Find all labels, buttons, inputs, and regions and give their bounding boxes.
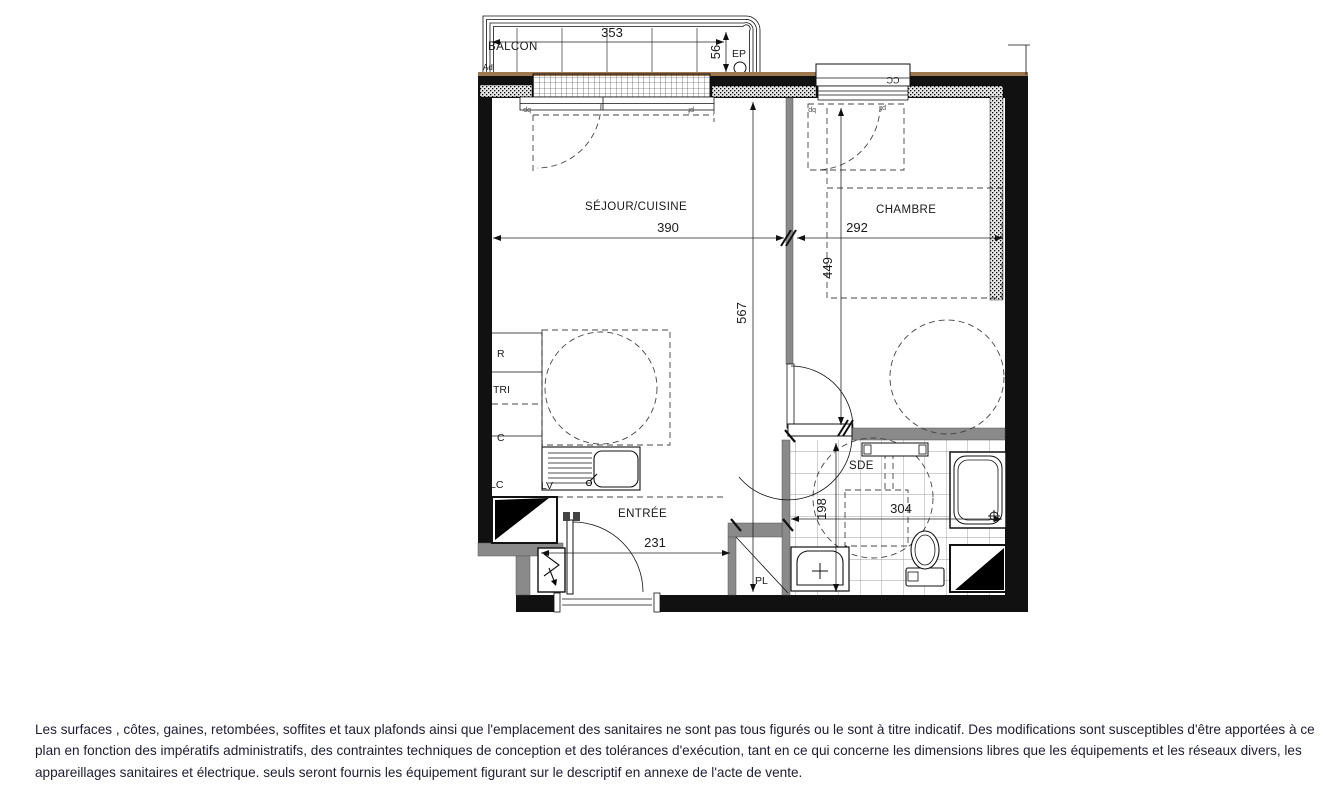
dishwasher-label: LV — [541, 480, 554, 492]
chambre-door — [787, 364, 853, 428]
rainwater-pipe-label: EP — [732, 48, 747, 60]
entrance-door — [554, 512, 660, 612]
sde-radiator — [862, 443, 928, 456]
balcony-note: Ad — [483, 63, 493, 72]
tri-label: TRI — [493, 384, 510, 396]
insulation-hatch — [990, 97, 1003, 300]
window-tag: CC — [886, 75, 900, 85]
sejour-width-dim: 390 — [657, 220, 679, 235]
balcony-depth-dim: 56 — [708, 44, 723, 60]
chambre-height-dim: 449 — [820, 257, 835, 279]
entry-shaft — [492, 497, 557, 543]
balcony — [483, 16, 760, 75]
sde-shaft — [950, 545, 1006, 592]
fridge-label: R — [497, 348, 505, 360]
entree-label: ENTRÉE — [618, 508, 668, 520]
balcony-width-dim: 353 — [601, 25, 623, 40]
insulation-hatch — [908, 86, 1003, 97]
sde-label: SDE — [849, 460, 874, 472]
lc-label: LC — [490, 479, 504, 491]
insulation-hatch — [480, 85, 532, 97]
chambre-label: CHAMBRE — [876, 204, 937, 216]
window-tag: bp — [523, 106, 531, 113]
sink-bowl — [594, 451, 638, 487]
placard-label: PL — [755, 575, 768, 587]
chambre-window — [816, 64, 910, 100]
insulation-hatch — [712, 86, 816, 97]
sejour-label: SÉJOUR/CUISINE — [585, 201, 688, 213]
kitchen-counter — [490, 333, 640, 492]
sde-width-dim: 304 — [890, 501, 912, 516]
plan-disclaimer: Les surfaces , côtes, gaines, retombées, soffites et taux plafonds ainsi que l'emplacement des sanitaires ne sont pas tous figurés ou le sont à titre indicatif. Des modifications sont susceptibles d'être apportées à ce plan en fonction des impératifs administratifs, des contraintes techniques de conception et des tolérances d'exécution, tant en ce qui concerne les dimensions libres que les équipements et les réseaux divers, les appareillages sanitaires et électrique. seuls seront fournis les équipement figurant sur le descriptif en annexe de l'acte de vente. — [35, 722, 1315, 780]
balcony-label: BALCON — [488, 41, 538, 53]
window-tag: pf — [688, 106, 694, 113]
cooktop-label: C — [497, 432, 505, 444]
washbasin — [791, 547, 849, 591]
window-tag: bp — [808, 106, 816, 113]
entree-width-dim: 231 — [644, 535, 666, 550]
sejour-height-dim: 567 — [734, 302, 749, 324]
shower — [950, 452, 1006, 528]
window-tag: pf — [880, 104, 886, 111]
utility-box — [538, 548, 565, 592]
sejour-window — [520, 74, 714, 110]
chambre-width-dim: 292 — [846, 220, 868, 235]
sde-height-dim: 198 — [814, 498, 829, 520]
